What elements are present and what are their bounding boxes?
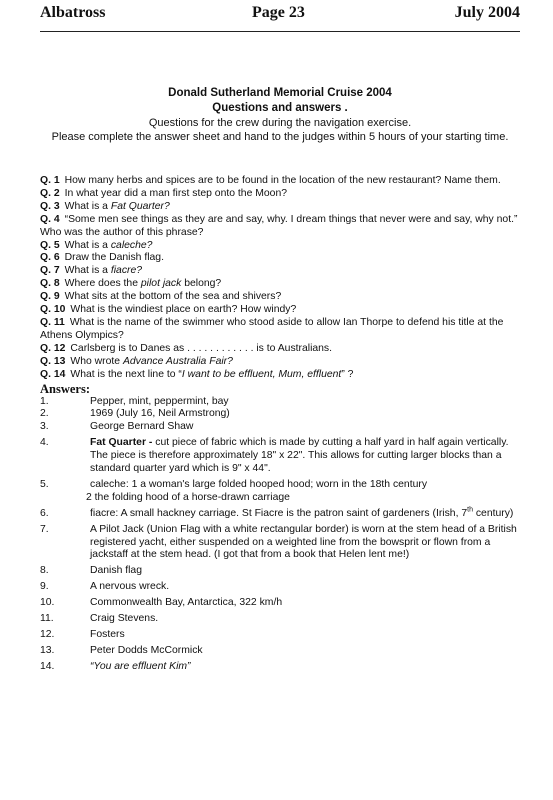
answer-text: A Pilot Jack (Union Flag with a white rectangular border) is worn at the stem head of a British registered yacht, either suspended on a weighted line from the bowsprit or flown from a jackstaff at the stem head. (I got that from a book that Helen lent me!) bbox=[90, 523, 517, 561]
question-text: In what year did a man first step onto the Moon? bbox=[64, 187, 288, 199]
answer-body bbox=[90, 421, 522, 434]
answer-text: fiacre: A small hackney carriage. St Fiacre is the patron saint of gardeners (Irish, 7 bbox=[90, 507, 468, 519]
question-item bbox=[40, 265, 522, 278]
question-label: Q. 6 bbox=[40, 252, 60, 264]
answer-item bbox=[40, 661, 522, 674]
question-emphasis: Advance Australia Fair? bbox=[122, 355, 233, 367]
question-text: What sits at the bottom of the sea and shivers? bbox=[64, 291, 282, 303]
question-item bbox=[40, 188, 522, 201]
question-item bbox=[40, 317, 522, 343]
answer-number: 7. bbox=[40, 523, 49, 535]
answer-body bbox=[90, 565, 522, 578]
question-emphasis: Fat Quarter? bbox=[110, 200, 170, 212]
answer-term: Fat Quarter - bbox=[90, 437, 153, 449]
question-label: Q. 10 bbox=[40, 304, 66, 316]
question-label: Q. 8 bbox=[40, 278, 60, 290]
question-text: What is a bbox=[64, 265, 111, 277]
answer-body bbox=[90, 581, 522, 594]
question-label: Q. 2 bbox=[40, 187, 60, 199]
document-subtitle: Questions and answers . bbox=[212, 102, 348, 114]
question-text: belong? bbox=[181, 278, 222, 290]
page-number: Page 23 bbox=[252, 4, 305, 21]
question-item bbox=[40, 214, 522, 240]
answer-text: 1969 (July 16, Neil Armstrong) bbox=[90, 408, 230, 420]
header-rule bbox=[40, 31, 520, 32]
answer-text: Pepper, mint, peppermint, bay bbox=[90, 395, 229, 407]
question-text: “Some men see things as they are and say, why. I dream things that never were and say, why not.” Who was the author of this phrase? bbox=[40, 213, 518, 238]
answer-body bbox=[90, 524, 522, 563]
answer-body bbox=[90, 645, 522, 658]
question-item bbox=[40, 343, 522, 356]
answer-text: George Bernard Shaw bbox=[90, 421, 194, 433]
answer-text: Peter Dodds McCormick bbox=[90, 644, 203, 656]
answer-number: 11. bbox=[40, 613, 54, 625]
intro-text: Questions for the crew during the navigation exercise. bbox=[148, 117, 412, 129]
answer-number: 2. bbox=[40, 408, 49, 420]
answer-body bbox=[90, 597, 522, 610]
answer-text: Fosters bbox=[90, 629, 125, 640]
issue-date: July 2004 bbox=[454, 4, 520, 21]
question-item bbox=[40, 252, 522, 265]
question-text: ” ? bbox=[341, 368, 354, 380]
answer-body bbox=[90, 508, 522, 521]
answer-text: Craig Stevens. bbox=[90, 613, 159, 625]
answer-body bbox=[90, 613, 522, 626]
answer-item bbox=[40, 437, 522, 476]
answer-item bbox=[40, 581, 522, 594]
question-emphasis: caleche? bbox=[110, 239, 153, 251]
answer-text: century) bbox=[472, 507, 514, 519]
question-text: What is the next line to “ bbox=[70, 368, 182, 380]
answer-item bbox=[40, 479, 522, 505]
answers-heading: Answers: bbox=[40, 381, 90, 396]
answer-text: cut piece of fabric which is made by cutting a half yard in half again vertically. The piece is therefore approximately 18" x 22". This allows for cutting larger blocks than a standard quarter yard which is 9" x 44". bbox=[90, 437, 509, 475]
question-emphasis: pilot jack bbox=[140, 278, 182, 290]
answer-number: 5. bbox=[40, 478, 49, 490]
question-label: Q. 1 bbox=[40, 175, 60, 186]
page-header bbox=[40, 4, 520, 28]
answer-body bbox=[90, 437, 522, 476]
question-item bbox=[40, 240, 522, 253]
answer-emphasis: “You are effluent Kim” bbox=[90, 660, 191, 672]
answer-item bbox=[40, 645, 522, 658]
answer-text: Danish flag bbox=[90, 565, 142, 577]
question-label: Q. 3 bbox=[40, 200, 60, 212]
answers-list bbox=[40, 396, 522, 674]
answer-number: 1. bbox=[40, 395, 49, 407]
question-text: Who wrote bbox=[70, 355, 123, 367]
answer-item bbox=[40, 421, 522, 434]
question-emphasis: fiacre? bbox=[110, 265, 143, 277]
answer-number: 8. bbox=[40, 565, 49, 577]
instructions-text: Please complete the answer sheet and hand to the judges within 5 hours of your starting time. bbox=[51, 131, 509, 143]
question-item bbox=[40, 201, 522, 214]
question-item bbox=[40, 278, 522, 291]
answer-number: 4. bbox=[40, 437, 49, 449]
question-label: Q. 9 bbox=[40, 291, 60, 303]
answer-body bbox=[90, 408, 522, 421]
question-text: What is the name of the swimmer who stood aside to allow Ian Thorpe to defend his title at the Athens Olympics? bbox=[40, 316, 504, 341]
answer-text: caleche: 1 a woman's large folded hooped hood; worn in the 18th century bbox=[90, 478, 428, 490]
questions-and-answers bbox=[40, 175, 522, 674]
question-label: Q. 11 bbox=[40, 316, 65, 328]
answer-text: A nervous wreck. bbox=[90, 581, 170, 593]
answer-text: Commonwealth Bay, Antarctica, 322 km/h bbox=[90, 597, 283, 609]
answer-number: 12. bbox=[40, 629, 55, 640]
answer-number: 3. bbox=[40, 421, 49, 433]
question-label: Q. 4 bbox=[40, 213, 60, 225]
question-text: Where does the bbox=[64, 278, 141, 290]
question-label: Q. 5 bbox=[40, 239, 60, 251]
publication-name: Albatross bbox=[40, 4, 106, 21]
question-emphasis: I want to be effluent, Mum, effluent bbox=[181, 368, 342, 380]
answer-body bbox=[90, 396, 522, 409]
answer-superscript: th bbox=[467, 506, 473, 514]
answer-number: 14. bbox=[40, 660, 55, 672]
question-item bbox=[40, 175, 522, 188]
question-text: How many herbs and spices are to be found in the location of the new restaurant? Name them. bbox=[64, 175, 501, 186]
answer-text-line2: 2 the folding hood of a horse-drawn carriage bbox=[86, 491, 290, 503]
question-item bbox=[40, 291, 522, 304]
title-block bbox=[30, 86, 530, 144]
question-text: What is a bbox=[64, 239, 111, 251]
answer-item bbox=[40, 613, 522, 626]
question-label: Q. 13 bbox=[40, 355, 66, 367]
question-label: Q. 7 bbox=[40, 265, 60, 277]
answer-number: 13. bbox=[40, 644, 55, 656]
question-item bbox=[40, 356, 522, 369]
answer-number: 9. bbox=[40, 581, 49, 593]
question-label: Q. 12 bbox=[40, 342, 66, 354]
answer-item bbox=[40, 565, 522, 578]
answer-body bbox=[86, 478, 522, 505]
answer-item bbox=[40, 597, 522, 610]
answer-item bbox=[40, 408, 522, 421]
question-item bbox=[40, 304, 522, 317]
answer-number: 6. bbox=[40, 507, 49, 519]
question-text: What is the windiest place on earth? How windy? bbox=[70, 304, 297, 316]
question-item bbox=[40, 369, 522, 382]
answer-item bbox=[40, 524, 522, 563]
question-text: What is a bbox=[64, 200, 111, 212]
questions-list bbox=[40, 175, 522, 382]
answer-body bbox=[90, 661, 522, 674]
question-text: Draw the Danish flag. bbox=[64, 252, 164, 264]
answer-number: 10. bbox=[40, 597, 55, 609]
answer-body bbox=[90, 629, 522, 642]
answer-item bbox=[40, 396, 522, 409]
document-title: Donald Sutherland Memorial Cruise 2004 bbox=[168, 87, 392, 99]
question-text: Carlsberg is to Danes as . . . . . . . . . . . . is to Australians. bbox=[70, 342, 333, 354]
question-label: Q. 14 bbox=[40, 368, 66, 380]
answer-item bbox=[40, 629, 522, 642]
answer-item bbox=[40, 508, 522, 521]
